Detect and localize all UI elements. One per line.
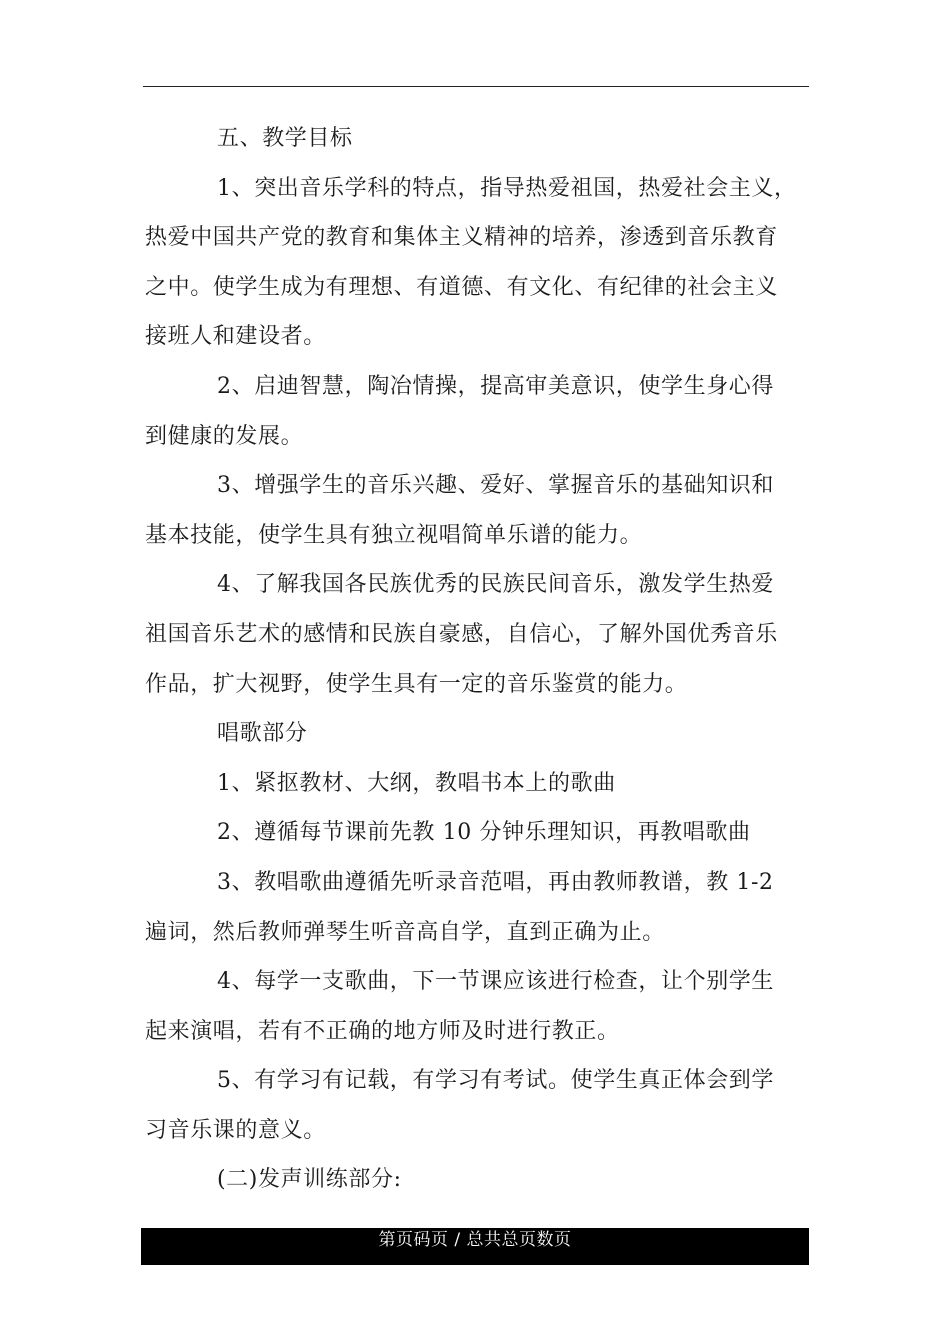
document-body xyxy=(145,114,809,1205)
text-line-16: 3、教唱歌曲遵循先听录音范唱，再由教师教谱，教 1-2 xyxy=(217,869,774,895)
text-line-5: 接班人和建设者。 xyxy=(145,324,326,350)
section-heading-vocal-training: (二)发声训练部分: xyxy=(217,1167,402,1193)
text-line-17: 遍词，然后教师弹琴生听音高自学，直到正确为止。 xyxy=(145,919,665,945)
text-line-4: 之中。使学生成为有理想、有道德、有文化、有纪律的社会主义 xyxy=(145,274,778,300)
text-line-12: 作品，扩大视野，使学生具有一定的音乐鉴赏的能力。 xyxy=(145,671,688,697)
text-line-8: 3、增强学生的音乐兴趣、爱好、掌握音乐的基础知识和 xyxy=(217,473,774,499)
text-line-9: 基本技能，使学生具有独立视唱简单乐谱的能力。 xyxy=(145,522,643,548)
text-line-20: 5、有学习有记载，有学习有考试。使学生真正体会到学 xyxy=(217,1068,774,1094)
text-line-3: 热爱中国共产党的教育和集体主义精神的培养，渗透到音乐教育 xyxy=(145,225,778,251)
text-line-18: 4、每学一支歌曲，下一节课应该进行检查，让个别学生 xyxy=(217,969,774,995)
text-line-21: 习音乐课的意义。 xyxy=(145,1117,326,1143)
page-footer: 第页码页 / 总共总页数页 xyxy=(141,1228,809,1265)
text-line-7: 到健康的发展。 xyxy=(145,423,304,449)
text-line-1: 五、教学目标 xyxy=(217,126,353,151)
section-heading-singing: 唱歌部分 xyxy=(217,721,308,747)
text-line-14: 1、紧抠教材、大纲，教唱书本上的歌曲 xyxy=(217,770,616,796)
text-line-2: 1、突出音乐学科的特点，指导热爱祖国，热爱社会主义， xyxy=(217,175,797,201)
header-divider xyxy=(143,86,809,87)
text-line-11: 祖国音乐艺术的感情和民族自豪感，自信心，了解外国优秀音乐 xyxy=(145,621,778,647)
text-line-6: 2、启迪智慧，陶冶情操，提高审美意识，使学生身心得 xyxy=(217,373,774,399)
text-line-10: 4、了解我国各民族优秀的民族民间音乐，激发学生热爱 xyxy=(217,572,774,598)
text-line-15: 2、遵循每节课前先教 10 分钟乐理知识，再教唱歌曲 xyxy=(217,820,751,846)
text-line-19: 起来演唱，若有不正确的地方师及时进行教正。 xyxy=(145,1018,620,1044)
